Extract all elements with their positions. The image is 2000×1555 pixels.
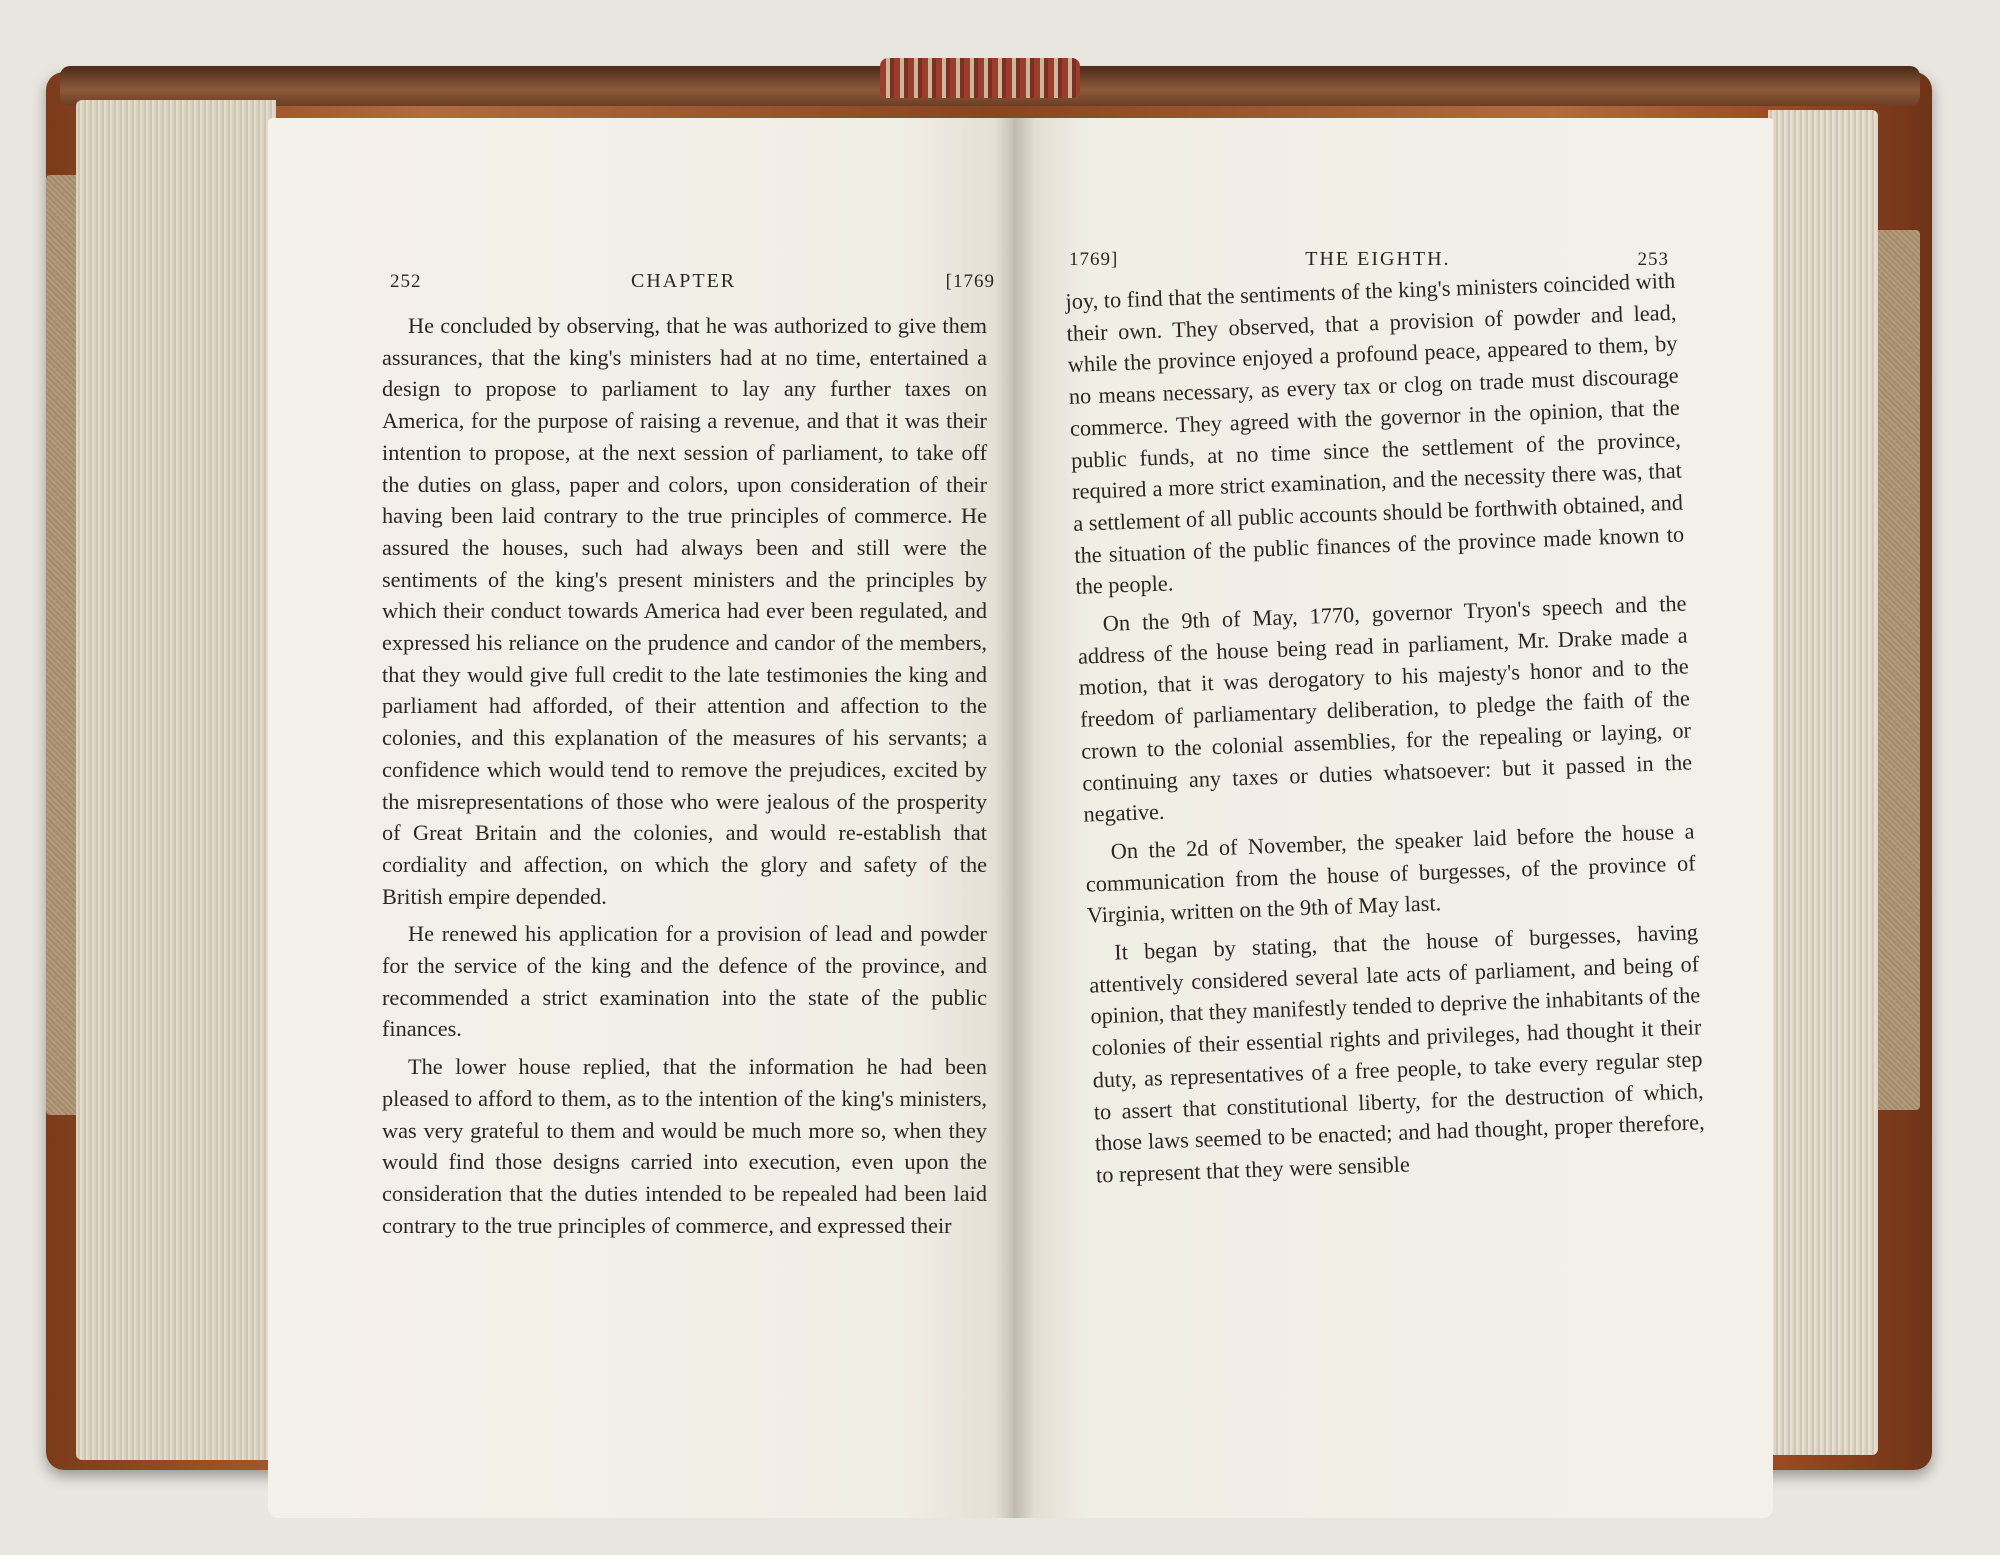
left-page-header [390,270,995,293]
left-page-year: [1769 [945,271,995,292]
right-page-number: 253 [1637,249,1669,270]
page-edges-left [76,100,276,1460]
right-page-year: 1769] [1069,249,1119,270]
book-spine-headband [880,58,1080,98]
paragraph: It began by stating, that the house of burgesses, having attentively considered several late acts of parliament, and being of opinion, that they manifestly tended to deprive the inhabitants of the colonies of their essential rights and privileges, had thought it their duty, as representatives of a free people, to take every regular step to assert that constitutional liberty, for the destruction of which, those laws seemed to be enacted; and had thought, proper therefore, to represent that they were sensible [1088,919,1706,1188]
page-edges-right [1768,110,1878,1455]
left-page-number: 252 [390,271,422,292]
paragraph: He renewed his application for a provision of lead and powder for the service of the king and the defence of the province, and recommended a strict examination into the state of the public finances. [382,921,987,1042]
paragraph: On the 2d of November, the speaker laid before the house a communication from the house of burgesses, of the province of Virginia, written on the 9th of May last. [1085,818,1696,928]
left-running-title: CHAPTER [631,270,737,292]
paragraph: On the 9th of May, 1770, governor Tryon's speech and the address of the house being read in parliament, Mr. Drake made a motion, that it was derogatory to his majesty's honor and to the freedom of parliamentary deliberation, to pledge the faith of the crown to the colonial assemblies, for the repealing or laying, or continuing any taxes or duties whatsoever: but it passed in the negative. [1077,590,1693,827]
right-running-title: THE EIGHTH. [1305,248,1451,270]
right-page [1013,118,1773,1518]
paragraph: joy, to find that the sentiments of the king's ministers coincided with their own. They observed, that a provision of powder and lead, while the province enjoyed a profound peace, appeared to them, by no means necessary, as every tax or clog on trade must discourage commerce. They agreed with the governor in the opinion, that the public funds, at no time since the settlement of the province, required a more strict examination, and the necessity there was, that a settlement of all public accounts should be forthwith obtained, and the situation of the public finances of the province made known to the people. [1065,267,1685,600]
left-page-body [382,310,987,1247]
right-page-body [1065,265,1706,1197]
paragraph: He concluded by observing, that he was authorized to give them assurances, that the king's ministers had at no time, entertained a design to propose to parliament to lay any further taxes on America, for the purpose of raising a revenue, and that it was their intention to propose, at the next session of parliament, to take off the duties on glass, paper and colors, upon consideration of their having been laid contrary to the true principles of commerce. He assured the houses, such had always been and still were the sentiments of the king's present ministers and the principles by which their conduct towards America had ever been regulated, and expressed his reliance on the prudence and candor of the members, that they would give full credit to the late testimonies the king and parliament had afforded, of their attention and affection to the colonies, and this explanation of the measures of his servants; a confidence which would tend to remove the prejudices, excited by the misrepresentations of those who were jealous of the prosperity of Great Britain and the colonies, and would re-establish that cordiality and affection, on which the glory and safety of the British empire depended. [382,313,987,909]
book-gutter [995,118,1035,1518]
paragraph: The lower house replied, that the information he had been pleased to afford to them, as to the intention of the king's ministers, was very grateful to them and would be much more so, when they would find those designs carried into execution, even upon the consideration that the duties intended to be repealed had been laid contrary to the true principles of commerce, and expressed their [382,1054,987,1238]
left-page [268,118,1013,1518]
